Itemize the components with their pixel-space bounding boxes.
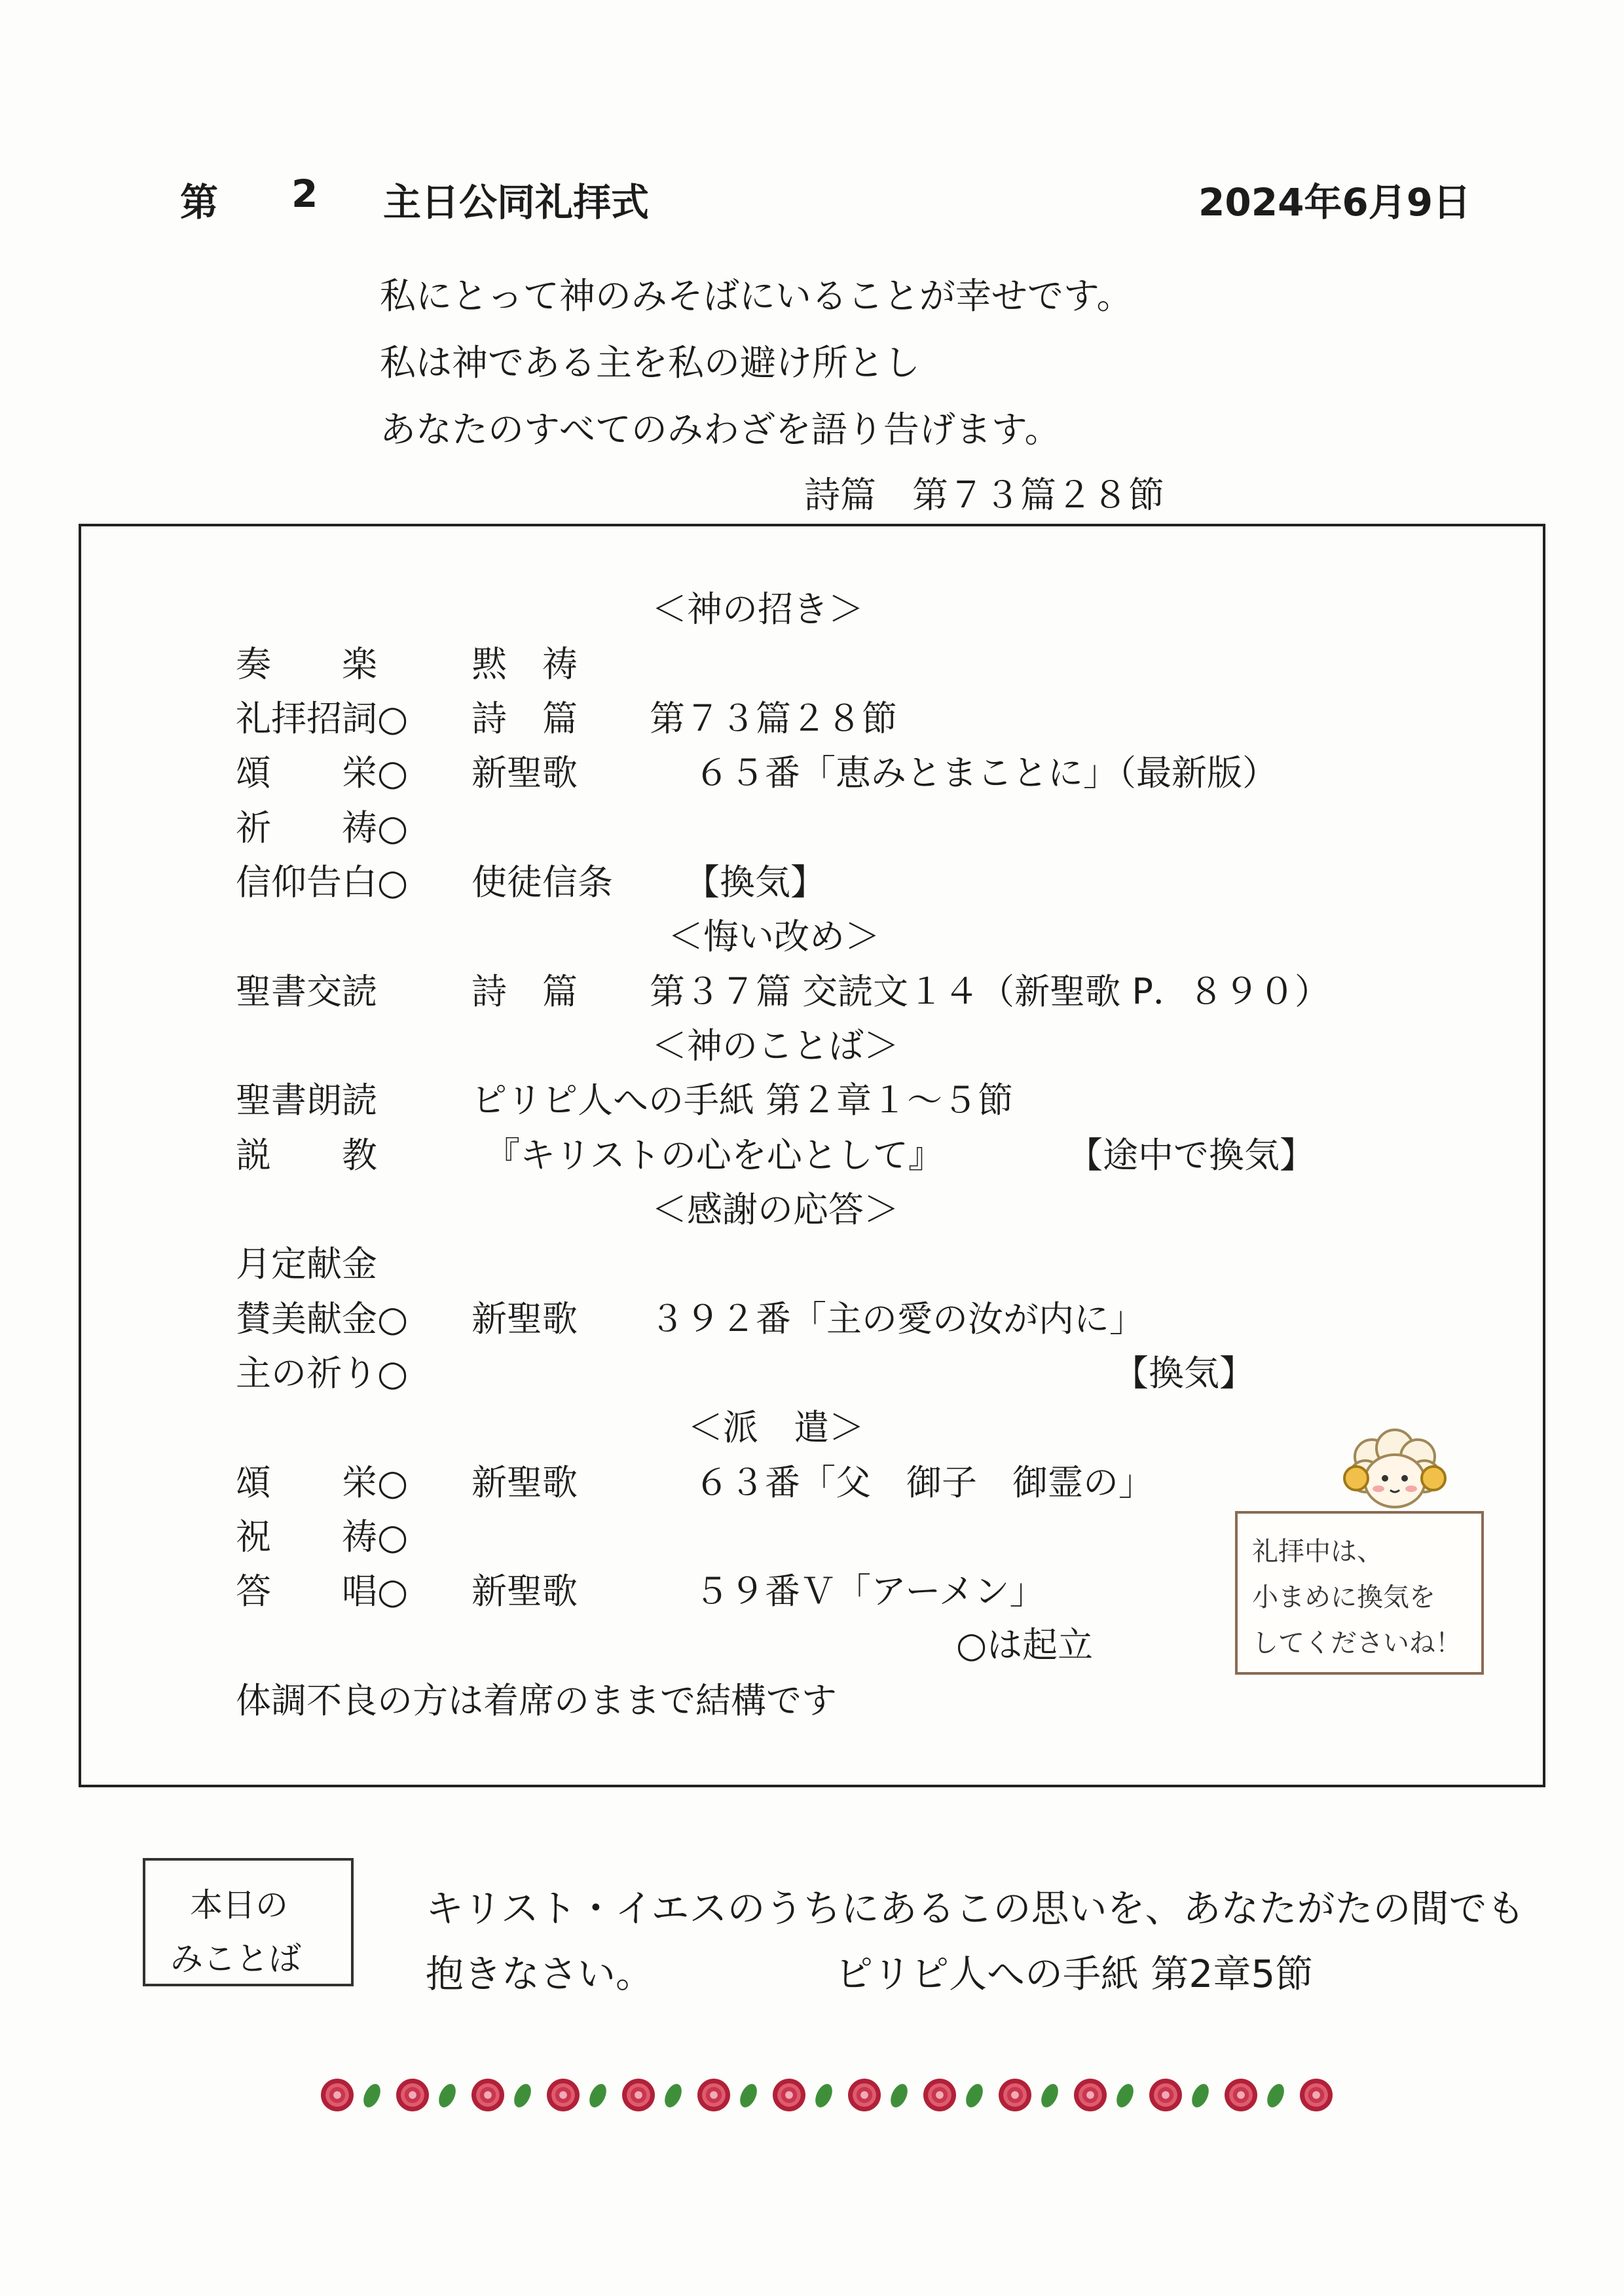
row-creed-col3: 【換気】 [684,862,826,903]
todays-word-box-line-1: 本日の [190,1886,288,1924]
row-benediction-label: 祝 祷○ [236,1516,409,1558]
leaf-icon [511,2081,534,2110]
row-prayer-label: 祈 祷○ [236,807,409,848]
row-creed-label: 信仰告白○ [236,862,409,903]
health-note: 体調不良の方は着席のままで結構です [236,1680,837,1721]
epigraph-line-1: 私にとって神のみそばにいることが幸せです。 [380,275,1133,317]
row-doxology-col2: 新聖歌 [471,752,578,793]
epigraph-line-3: あなたのすべてのみわざを語り告げます。 [380,409,1061,450]
epigraph-reference: 詩篇 第７３篇２８節 [804,474,1165,516]
leaf-icon [812,2081,836,2110]
leaf-icon [1113,2081,1137,2110]
row-monthly-offering-label: 月定献金 [236,1243,377,1285]
row-call-label: 礼拝招詞○ [236,698,409,739]
header-dai: 第 [180,180,219,225]
todays-word-line-1: キリスト・イエスのうちにあるこの思いを、あなたがたの間でも [426,1886,1525,1931]
leaf-icon [963,2081,986,2110]
leaf-icon [360,2081,384,2110]
row-offering-col3: ３９２番「主の愛の汝が内に」 [650,1298,1145,1339]
note-line-2: 小まめに換気を [1252,1582,1435,1613]
row-responsive-col3: 第３７篇 交読文１４（新聖歌 P．８９０） [650,971,1330,1012]
note-line-1: 礼拝中は、 [1252,1537,1383,1567]
row-doxology-label: 頌 栄○ [236,752,409,793]
row-sermon-label: 説 教 [236,1135,377,1176]
row-prelude-col2: 黙 祷 [471,644,578,685]
row-doxology2-col3: ６３番「父 御子 御霊の」 [694,1462,1154,1503]
row-call-col2: 詩 篇 [471,698,578,739]
row-amen-col2: 新聖歌 [471,1571,578,1612]
rose-icon [697,2079,730,2111]
row-responsive-col2: 詩 篇 [471,971,578,1012]
service-title: 主日公同礼拝式 [383,180,650,225]
row-amen-label: 答 唱○ [236,1571,409,1612]
rose-icon [1149,2079,1182,2111]
row-reading-label: 聖書朗読 [236,1080,377,1121]
rose-icon [923,2079,956,2111]
rose-icon [848,2079,881,2111]
row-call-col3: 第７３篇２８節 [650,698,897,739]
section-invitation: ＜神の招き＞ [652,589,864,630]
row-amen-col3: ５９番Ｖ「アーメン」 [694,1571,1045,1612]
leaf-icon [1189,2081,1212,2110]
rose-icon [547,2079,580,2111]
row-prelude-label: 奏 楽 [236,644,377,685]
section-word: ＜神のことば＞ [652,1025,899,1066]
row-lords-prayer-label: 主の祈り○ [236,1353,409,1394]
row-responsive-label: 聖書交読 [236,971,377,1012]
rose-icon [999,2079,1031,2111]
row-reading-col2: ピリピ人への手紙 第２章１～５節 [471,1080,1014,1121]
row-sermon-col3: 【途中で換気】 [1067,1135,1315,1176]
ventilation-note-sign [1235,1511,1484,1675]
rose-icon [321,2079,354,2111]
todays-word-reference: ピリピ人への手紙 第2章5節 [835,1952,1314,1996]
leaf-icon [737,2081,760,2110]
service-date: 2024年6月9日 [1198,180,1471,225]
row-lords-prayer-col3: 【換気】 [1113,1353,1255,1394]
rose-icon [471,2079,504,2111]
row-doxology-col3: ６５番「恵みとまことに」（最新版） [694,752,1278,793]
section-sending: ＜派 遣＞ [688,1407,864,1448]
section-repentance: ＜悔い改め＞ [668,916,880,957]
leaf-icon [887,2081,911,2110]
todays-word-box-line-2: みことば [170,1940,301,1978]
section-response: ＜感謝の応答＞ [652,1189,899,1230]
leaf-icon [661,2081,685,2110]
row-doxology2-label: 頌 栄○ [236,1462,409,1503]
leaf-icon [586,2081,610,2110]
rose-icon [1074,2079,1107,2111]
leaf-icon [435,2081,459,2110]
row-creed-col2: 使徒信条 [471,862,613,903]
leaf-icon [1038,2081,1061,2110]
note-line-3: してくださいね！ [1252,1628,1462,1658]
sheep-mascot-icon [1333,1421,1457,1519]
rose-icon [773,2079,805,2111]
todays-word-line-2: 抱きなさい。 [426,1952,654,1996]
standing-note: ○は起立 [956,1624,1094,1666]
row-offering-col2: 新聖歌 [471,1298,578,1339]
row-sermon-col2: 『キリストの心を心として』 [485,1135,944,1176]
rose-icon [622,2079,655,2111]
rose-icon [396,2079,429,2111]
leaf-icon [1264,2081,1287,2110]
epigraph-line-2: 私は神である主を私の避け所とし [380,342,921,384]
todays-word-box [143,1858,354,1986]
rose-icon [1300,2079,1333,2111]
row-offering-label: 賛美献金○ [236,1298,409,1339]
row-doxology2-col2: 新聖歌 [471,1462,578,1503]
header-number: 2 [291,172,318,216]
rose-icon [1225,2079,1257,2111]
